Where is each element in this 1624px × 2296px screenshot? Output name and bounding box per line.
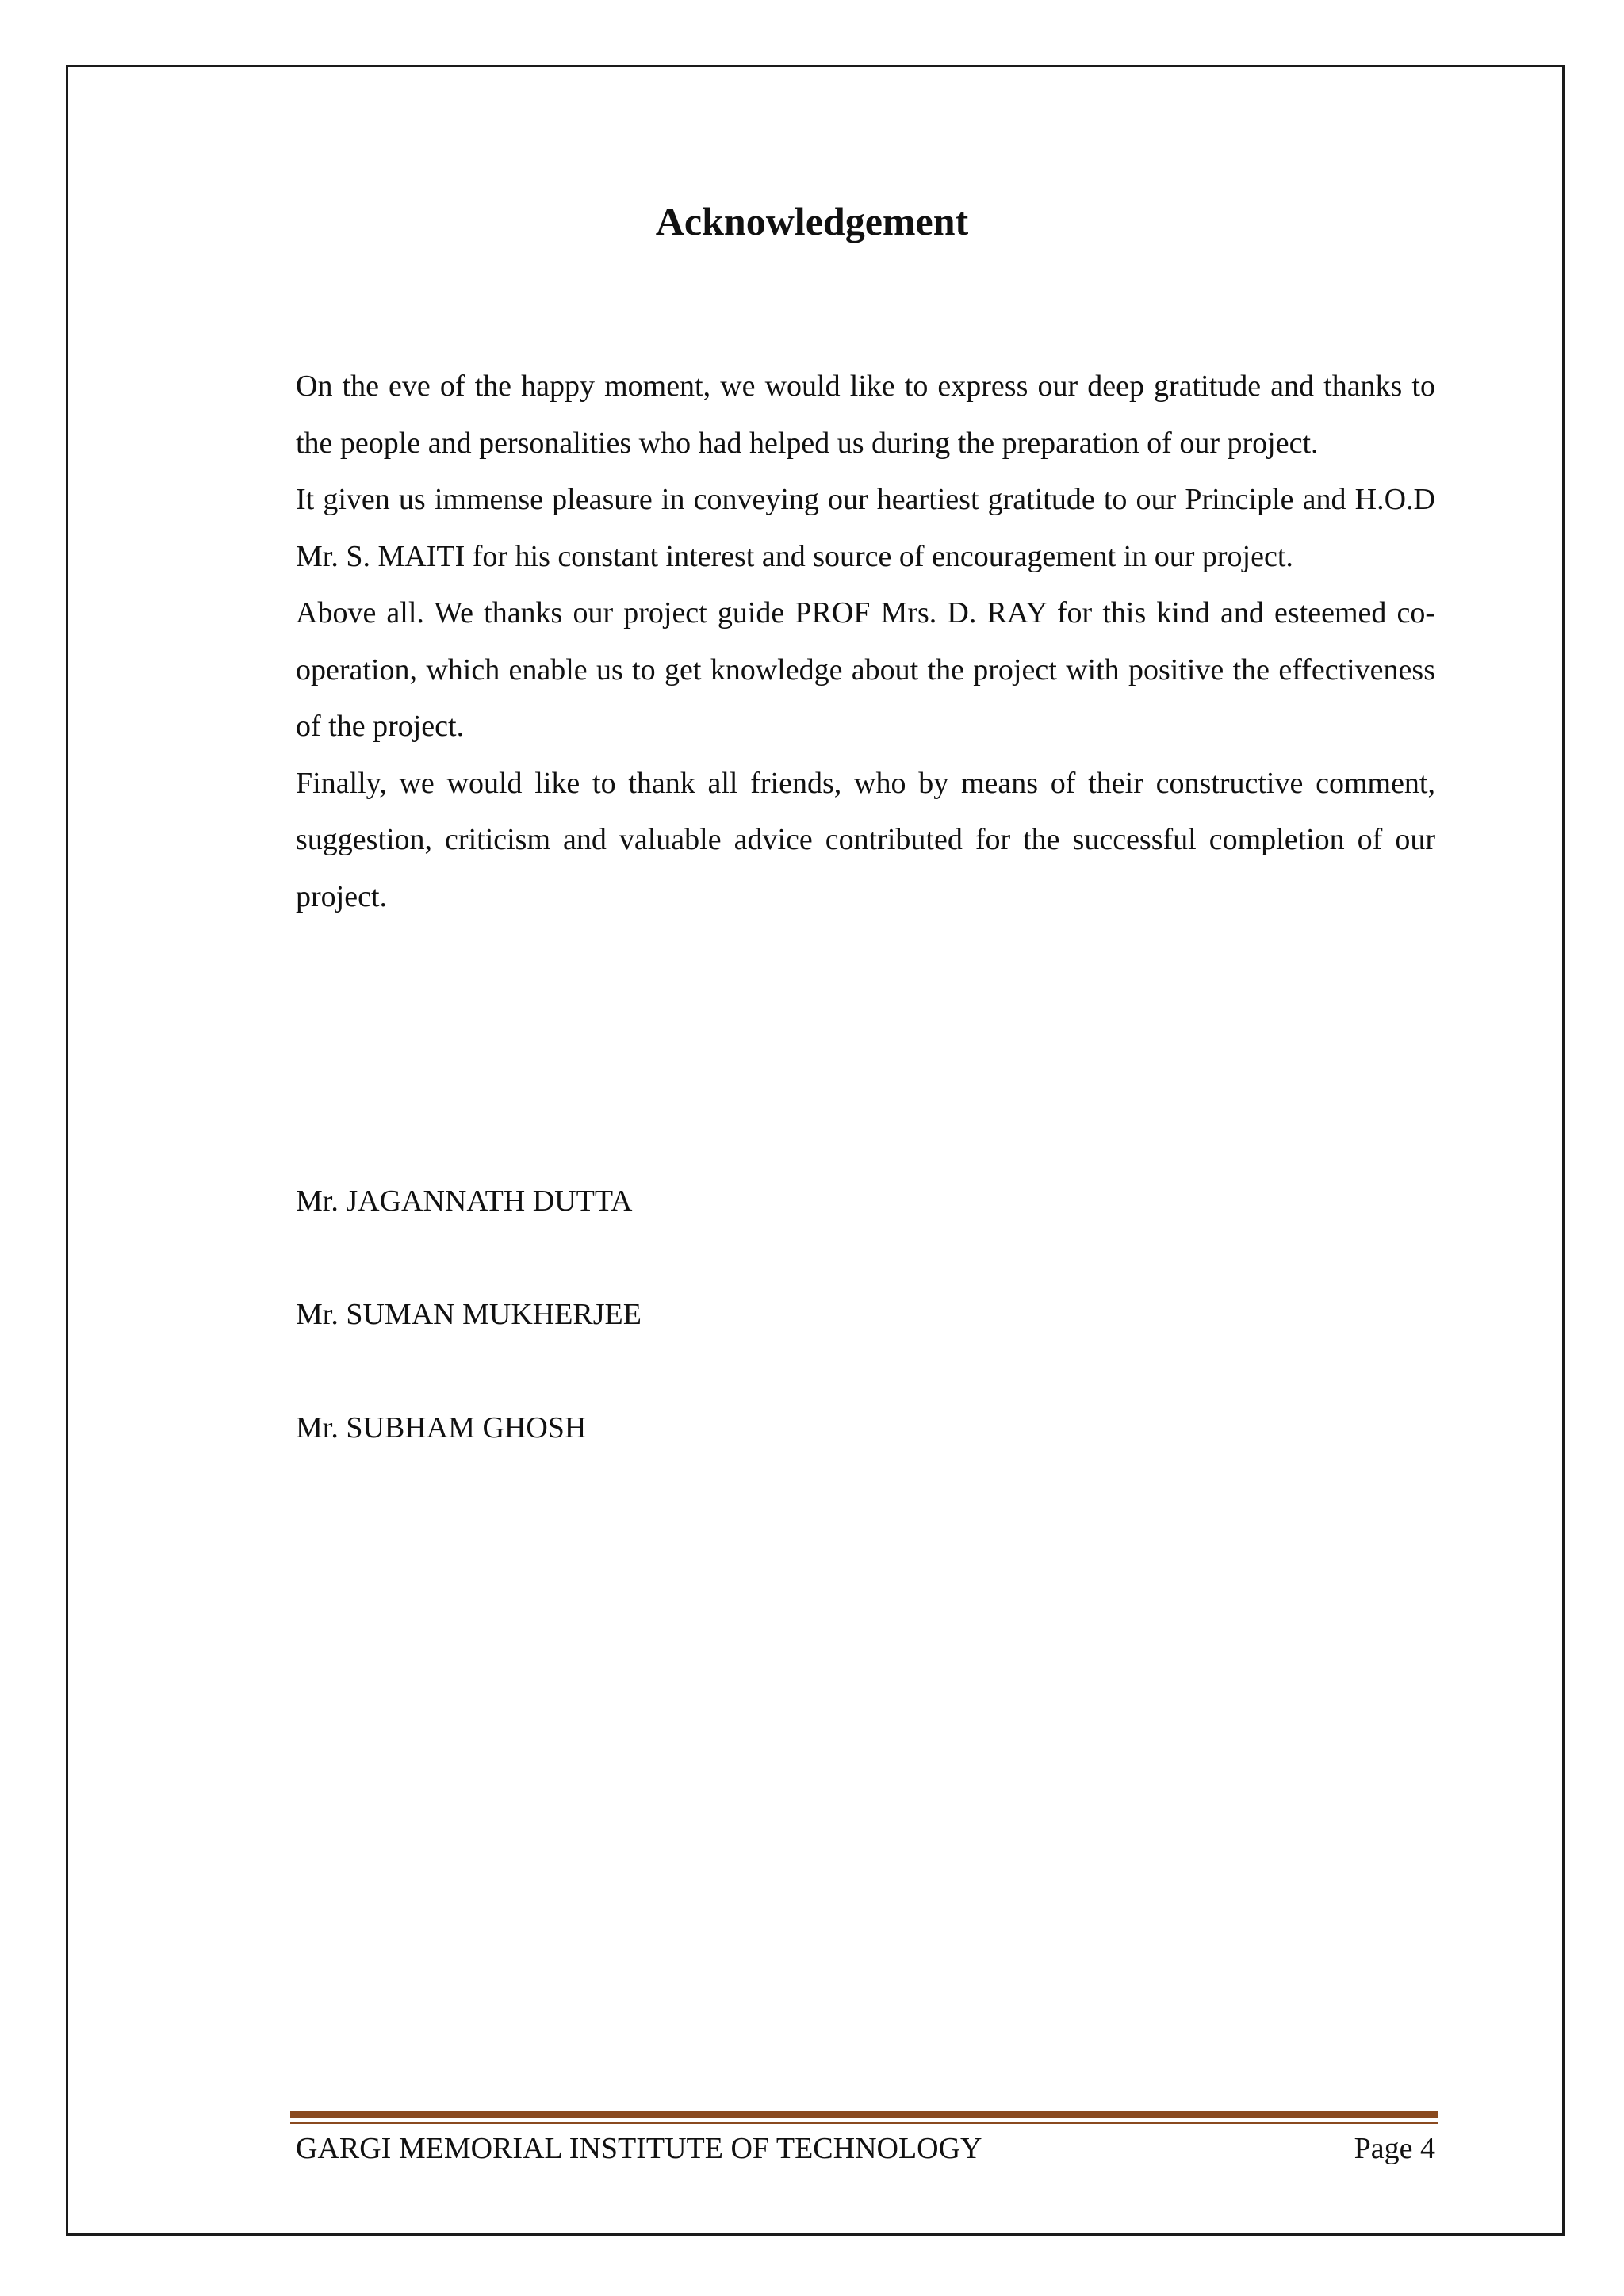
footer-rule-thin (290, 2122, 1438, 2124)
paragraph-2: It given us immense pleasure in conveying our heartiest gratitude to our Principle and H.O.D Mr. S. MAITI for his constant interest and source of encouragement in our project. (296, 483, 1435, 573)
signatory-2: Mr. SUMAN MUKHERJEE (296, 1298, 642, 1331)
footer-rule-thick (290, 2111, 1438, 2118)
page-title: Acknowledgement (655, 199, 969, 243)
acknowledgement-body (296, 358, 1435, 925)
footer-institution: GARGI MEMORIAL INSTITUTE OF TECHNOLOGY (296, 2132, 982, 2165)
paragraph-1: On the eve of the happy moment, we would like to express our deep gratitude and thanks to the people and personalities who had helped us during the preparation of our project. (296, 369, 1435, 460)
footer-page-number: Page 4 (1354, 2132, 1435, 2165)
paragraph-3: Above all. We thanks our project guide PROF Mrs. D. RAY for this kind and esteemed co-operation, which enable us to get knowledge about the project with positive the effectiveness of the project. (296, 596, 1435, 743)
signatory-3: Mr. SUBHAM GHOSH (296, 1411, 587, 1445)
signatory-list (296, 1173, 1247, 1513)
signatory-1: Mr. JAGANNATH DUTTA (296, 1184, 633, 1218)
paragraph-4: Finally, we would like to thank all friends, who by means of their constructive comment, suggestion, criticism and valuable advice contributed for the successful completion of our project. (296, 766, 1435, 913)
